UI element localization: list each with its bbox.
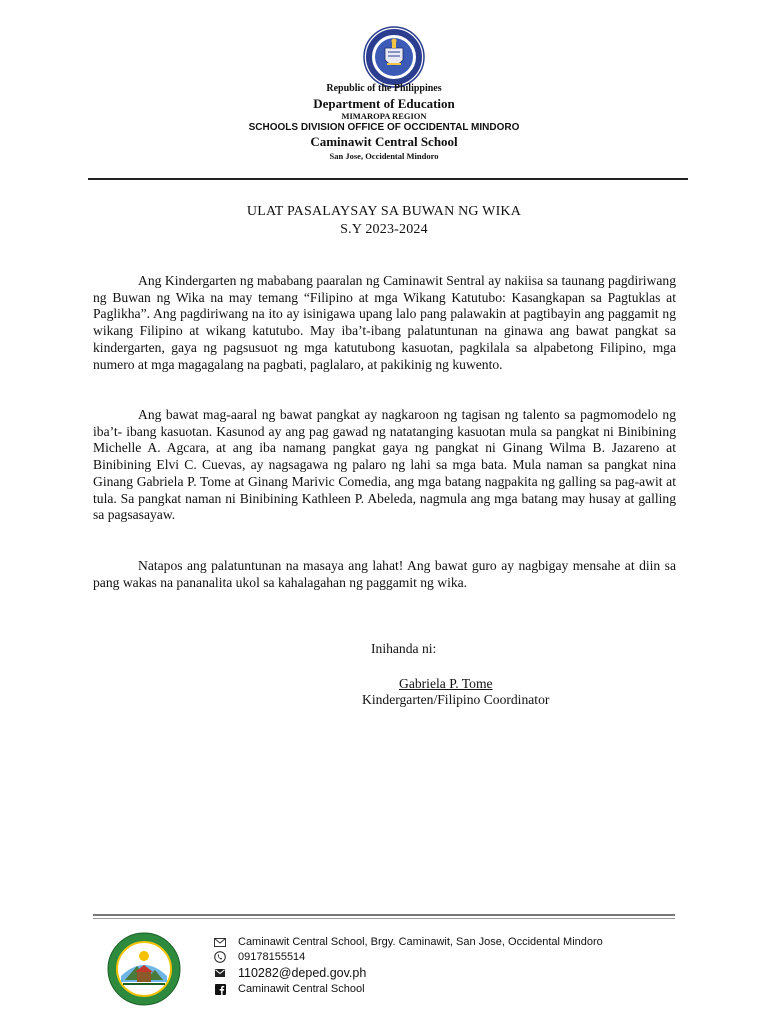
header-department: Department of Education [313,96,455,111]
footer-address: Caminawit Central School, Brgy. Caminawit, San Jose, Occidental Mindoro [238,936,603,948]
footer-email: 110282@deped.gov.ph [238,966,367,980]
footer-divider [93,914,675,916]
header-region: MIMAROPA REGION [341,111,427,121]
signatory-position: Kindergarten/Filipino Coordinator [362,692,550,707]
header-divider [88,178,688,180]
deped-seal-logo [363,26,425,88]
footer-address-row [213,936,603,948]
footer-divider-thin [93,918,675,919]
facebook-icon [213,983,227,995]
paragraph-1-text: Ang Kindergarten ng mababang paaralan ng Caminawit Sentral ay nakiisa sa taunang pagdiriwang ng Buwan ng Wika na may temang “Filipino at mga Wikang Katutubo: Kasangkapan sa Pagtuklas at Paglikha”. Ang pagdiriwang na ito ay isinigawa upang lalo pang palawakin at pagtibayin ang paggamit ng wikang Filipino at wikang katutubo. May iba’t-ibang palatuntunan na ginawa ang bawat pangkat sa kindergarten, gaya ng pagsusuot ng mga katutubong kasuotan, pagkilala sa alpabetong Filipino, mga numero at mga magagalang na pagbati, paglalaro, at pakikinig ng kuwento. [93,273,676,372]
header-republic: Republic of the Philippines [326,83,442,94]
body-paragraph-1 [93,273,676,373]
mail-icon [213,967,227,979]
footer-phone: 09178155514 [238,951,306,963]
school-year: S.Y 2023-2024 [340,222,428,237]
footer-phone-row [213,951,305,963]
footer-facebook: Caminawit Central School [238,983,365,995]
body-paragraph-3 [93,558,676,591]
header-location: San Jose, Occidental Mindoro [329,151,439,161]
paragraph-3-text: Natapos ang palatuntunan na masaya ang lahat! Ang bawat guro ay nagbigay mensahe at diin sa pang wakas na pananalita ukol sa kahalagahan ng paggamit ng wika. [93,558,676,590]
body-paragraph-2 [93,407,676,524]
document-title: ULAT PASALAYSAY SA BUWAN NG WIKA [246,204,522,219]
header-school: Caminawit Central School [310,134,458,149]
signatory-name: Gabriela P. Tome [399,676,493,691]
footer-email-row [213,966,366,980]
prepared-by-label: Inihanda ni: [371,641,437,656]
paragraph-2-text: Ang bawat mag-aaral ng bawat pangkat ay nagkaroon ng tagisan ng talento sa pagmomodelo ng iba’t- ibang kasuotan. Kasunod ay ang pag gawad ng natatanging kasuotan mula sa pangkat ni Binibining Michelle A. Agcara, at ang iba namang pangkat gaya ng pangkat ni Ginang Wilma B. Jazareno at Binibining Elvi C. Cuevas, ay nagsagawa ng palaro ng lahi sa mga bata. Mula naman sa pangkat nina Ginang Gabriela P. Tome at Ginang Marivic Comedia, ang mga batang nagpakita ng galling sa pag-awit at tula. Sa pangkat naman ni Binibining Kathleen P. Abeleda, nagmula ang mga batang may husay at galling sa pagsasayaw. [93,407,676,523]
envelope-icon [213,936,227,948]
school-logo [107,932,181,1006]
header-division: SCHOOLS DIVISION OFFICE OF OCCIDENTAL MINDORO [248,122,520,133]
footer-facebook-row [213,983,365,995]
phone-icon [213,951,227,963]
